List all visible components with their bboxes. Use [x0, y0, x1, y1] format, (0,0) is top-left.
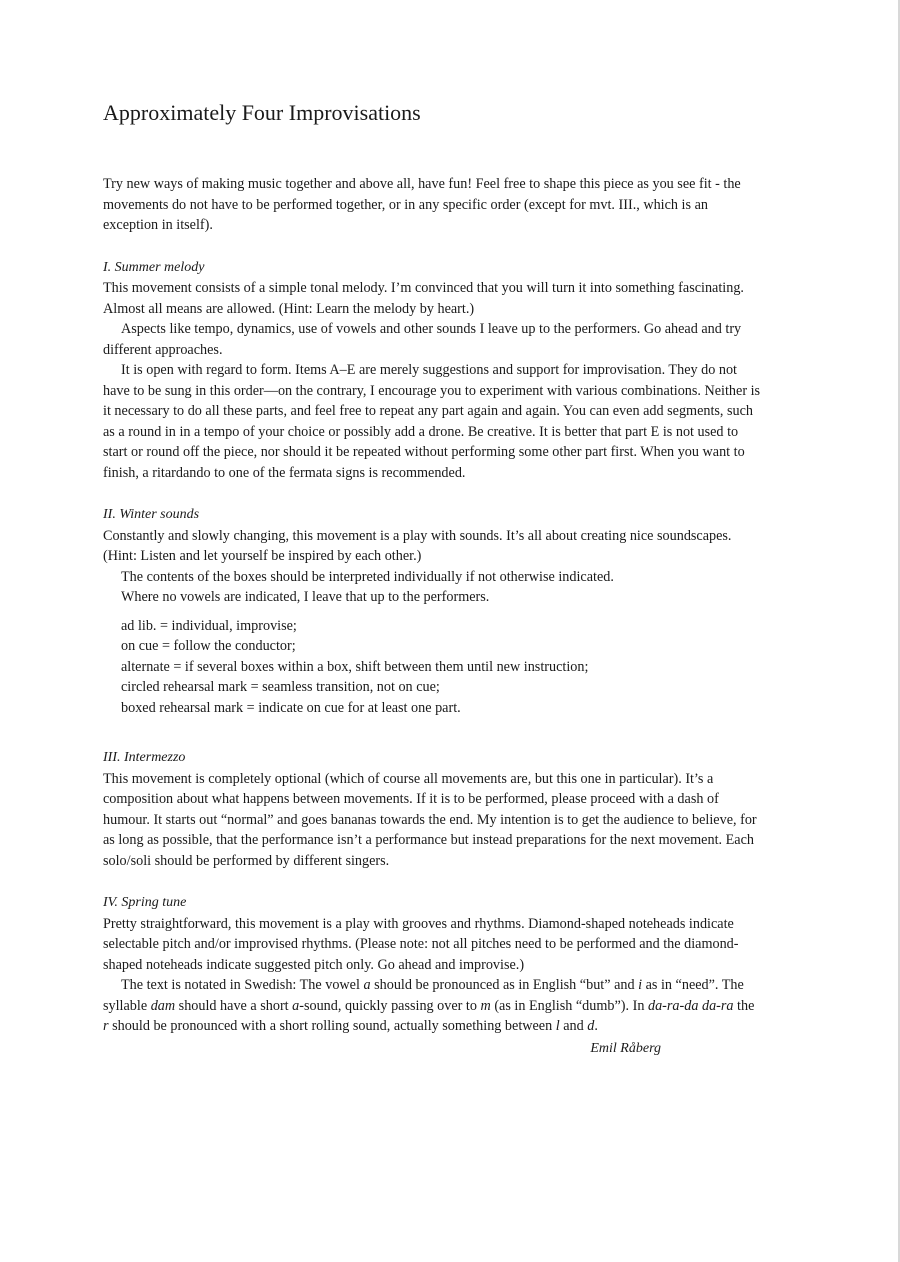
summer-paragraph-3: It is open with regard to form. Items A–E are merely suggestions and support for improvisation. They do not have to be sung in this order—on the contrary, I encourage you to experiment with various combinations. Neither is it necessary to do all these parts, and feel free to repeat any part again and again. You can even add segments, such as a round in in a tempo of your choice or possibly add a drone. Be creative. It is better that part E is not used to start or round off the piece, nor should it be repeated without performing some other part first. When you want to finish, a ritardando to one of the fermata signs is recommended. [103, 362, 761, 481]
document-content [103, 98, 763, 1059]
intermezzo-paragraph-1: This movement is completely optional (which of course all movements are, but this one in particular). It’s a composition about what happens between movements. If it is to be performed, please proceed with a dash of humour. It starts out “normal” and goes bananas towards the end. My intention is to get the audience to believe, for as long as possible, that the performance isn’t a performance but instead preparations for the next movement. Each solo/soli should be performed by different singers. [103, 770, 757, 869]
legend-item: boxed rehearsal mark = indicate on cue for at least one part. [121, 699, 461, 716]
text-run: as in “need”. The syllable [103, 977, 744, 1014]
italic-term: m [480, 997, 491, 1014]
winter-paragraph-2: The contents of the boxes should be interpreted individually if not otherwise indicated. [121, 568, 614, 585]
italic-term: a [292, 997, 300, 1014]
section-winter-sounds [103, 505, 763, 718]
section-summer-melody [103, 258, 763, 484]
summer-paragraph-1: This movement consists of a simple tonal melody. I’m convinced that you will turn it into something fascinating. Almost all means are allowed. (Hint: Learn the melody by heart.) [103, 280, 744, 317]
section-title-winter: II. Winter sounds [103, 507, 200, 522]
italic-term: dam [150, 997, 176, 1014]
italic-term: da-ra-da da-ra [647, 997, 734, 1014]
legend-item: ad lib. = individual, improvise; [121, 617, 297, 634]
italic-term: l [555, 1018, 560, 1034]
text-run: should have a short [175, 997, 293, 1014]
italic-term: i [638, 977, 643, 993]
author-signature: Emil Råberg [590, 1040, 661, 1056]
section-title-summer: I. Summer melody [103, 259, 205, 275]
text-run: The text is notated in Swedish: The vowel [121, 977, 364, 993]
text-run: (as in English “dumb”). In [490, 997, 648, 1014]
winter-paragraph-3: Where no vowels are indicated, I leave that up to the performers. [121, 589, 490, 605]
text-run: should be pronounced as in English “but” and [370, 977, 639, 993]
legend-item: circled rehearsal mark = seamless transition, not on cue; [121, 679, 440, 695]
text-run: the [733, 997, 755, 1014]
summer-paragraph-2: Aspects like tempo, dynamics, use of vowels and other sounds I leave up to the performers. Go ahead and try different approaches. [103, 321, 742, 358]
section-title-intermezzo: III. Intermezzo [103, 750, 186, 765]
notation-legend [103, 616, 763, 719]
text-run: should be pronounced with a short rolling sound, actually something between [108, 1018, 556, 1034]
intro-paragraph: Try new ways of making music together and above all, have fun! Feel free to shape this piece as you see fit - the movements do not have to be performed together, or in any specific order (except for mvt. III., which is an exception in itself). [103, 176, 741, 233]
section-spring-tune [103, 893, 763, 1059]
spring-paragraph-2 [103, 975, 763, 1037]
italic-term: a [363, 977, 371, 993]
text-run: -sound, quickly passing over to [299, 997, 481, 1014]
page-title: Approximately Four Improvisations [103, 100, 421, 125]
section-intermezzo [103, 748, 763, 871]
text-run: and [559, 1018, 588, 1034]
spring-paragraph-1: Pretty straightforward, this movement is a play with grooves and rhythms. Diamond-shaped noteheads indicate selectable pitch and/or improvised rhythms. (Please note: not all pitches need to be performed and the diamond-shaped noteheads indicate suggested pitch only. Go ahead and improvise.) [103, 915, 739, 973]
text-run: . [594, 1018, 598, 1034]
winter-paragraph-1: Constantly and slowly changing, this movement is a play with sounds. It’s all about creating nice soundscapes. (Hint: Listen and let yourself be inspired by each other.) [103, 527, 732, 564]
legend-item: alternate = if several boxes within a box, shift between them until new instruction; [121, 658, 589, 675]
italic-term: r [103, 1018, 109, 1034]
italic-term: d [587, 1018, 595, 1034]
section-title-spring: IV. Spring tune [103, 895, 187, 910]
legend-item: on cue = follow the conductor; [121, 638, 296, 654]
